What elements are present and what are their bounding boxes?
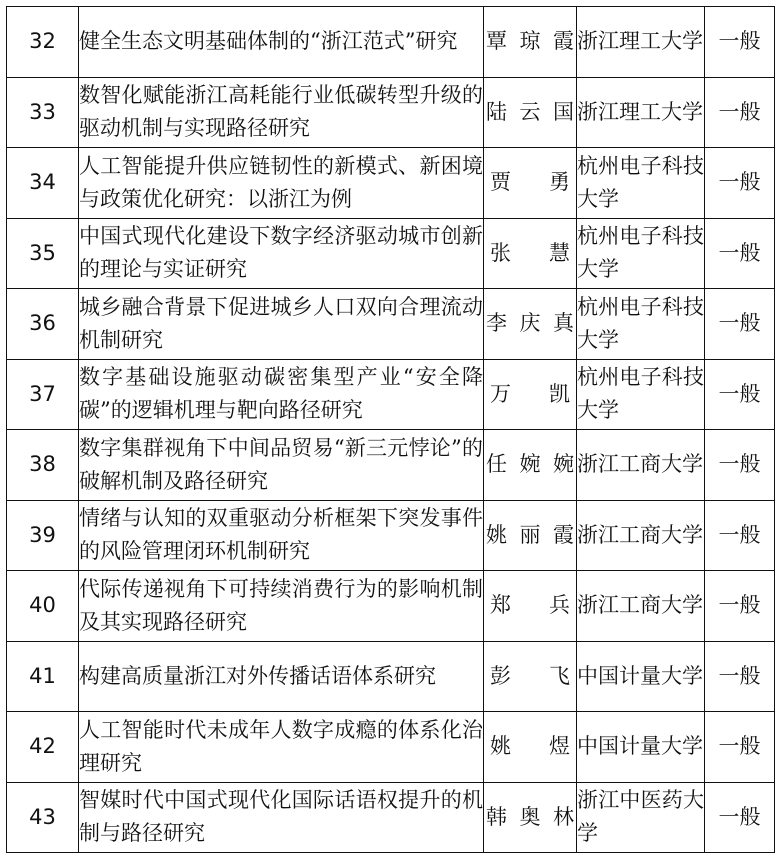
row-number: 43	[7, 782, 79, 853]
project-leader: 覃琼霞	[484, 7, 577, 78]
project-leader: 万凯	[484, 359, 577, 430]
row-number: 34	[7, 148, 79, 219]
row-number: 41	[7, 641, 79, 712]
row-number: 36	[7, 289, 79, 360]
project-category: 一般	[705, 7, 775, 78]
row-number: 39	[7, 500, 79, 571]
row-number: 35	[7, 218, 79, 289]
project-category: 一般	[705, 359, 775, 430]
project-title: 健全生态文明基础体制的“浙江范式”研究	[79, 7, 484, 78]
project-category: 一般	[705, 571, 775, 642]
affiliation: 中国计量大学	[577, 712, 705, 783]
row-number: 40	[7, 571, 79, 642]
table-row	[7, 641, 775, 712]
project-title: 智媒时代中国式现代化国际话语权提升的机制与路径研究	[79, 782, 484, 853]
project-category: 一般	[705, 289, 775, 360]
project-title: 情绪与认知的双重驱动分析框架下突发事件的风险管理闭环机制研究	[79, 500, 484, 571]
project-category: 一般	[705, 430, 775, 501]
affiliation: 浙江工商大学	[577, 430, 705, 501]
affiliation: 杭州电子科技大学	[577, 289, 705, 360]
project-leader: 任婉婉	[484, 430, 577, 501]
project-category: 一般	[705, 500, 775, 571]
project-leader: 张慧	[484, 218, 577, 289]
affiliation: 杭州电子科技大学	[577, 148, 705, 219]
table-row	[7, 148, 775, 219]
project-leader: 陆云国	[484, 77, 577, 148]
projects-table-body	[7, 7, 775, 853]
affiliation: 浙江中医药大学	[577, 782, 705, 853]
project-title: 构建高质量浙江对外传播话语体系研究	[79, 641, 484, 712]
project-title: 数字基础设施驱动碳密集型产业“安全降碳”的逻辑机理与靶向路径研究	[79, 359, 484, 430]
project-leader: 郑兵	[484, 571, 577, 642]
affiliation: 中国计量大学	[577, 641, 705, 712]
project-leader: 彭飞	[484, 641, 577, 712]
row-number: 37	[7, 359, 79, 430]
table-row	[7, 359, 775, 430]
table-row	[7, 712, 775, 783]
affiliation: 浙江理工大学	[577, 77, 705, 148]
project-leader: 贾勇	[484, 148, 577, 219]
project-title: 人工智能时代未成年人数字成瘾的体系化治理研究	[79, 712, 484, 783]
project-category: 一般	[705, 782, 775, 853]
affiliation: 浙江理工大学	[577, 7, 705, 78]
row-number: 42	[7, 712, 79, 783]
project-title: 中国式现代化建设下数字经济驱动城市创新的理论与实证研究	[79, 218, 484, 289]
affiliation: 杭州电子科技大学	[577, 218, 705, 289]
table-row	[7, 218, 775, 289]
table-row	[7, 77, 775, 148]
project-category: 一般	[705, 148, 775, 219]
row-number: 33	[7, 77, 79, 148]
table-row	[7, 289, 775, 360]
project-title: 代际传递视角下可持续消费行为的影响机制及其实现路径研究	[79, 571, 484, 642]
project-leader: 姚丽霞	[484, 500, 577, 571]
project-title: 城乡融合背景下促进城乡人口双向合理流动机制研究	[79, 289, 484, 360]
table-row	[7, 500, 775, 571]
table-row	[7, 782, 775, 853]
affiliation: 杭州电子科技大学	[577, 359, 705, 430]
project-leader: 姚煜	[484, 712, 577, 783]
project-title: 数智化赋能浙江高耗能行业低碳转型升级的驱动机制与实现路径研究	[79, 77, 484, 148]
table-row	[7, 571, 775, 642]
project-category: 一般	[705, 218, 775, 289]
row-number: 38	[7, 430, 79, 501]
project-category: 一般	[705, 641, 775, 712]
projects-table	[6, 6, 775, 853]
project-leader: 韩奥林	[484, 782, 577, 853]
row-number: 32	[7, 7, 79, 78]
table-row	[7, 430, 775, 501]
project-leader: 李庆真	[484, 289, 577, 360]
project-category: 一般	[705, 77, 775, 148]
project-title: 人工智能提升供应链韧性的新模式、新困境与政策优化研究：以浙江为例	[79, 148, 484, 219]
project-category: 一般	[705, 712, 775, 783]
project-title: 数字集群视角下中间品贸易“新三元悖论”的破解机制及路径研究	[79, 430, 484, 501]
affiliation: 浙江工商大学	[577, 571, 705, 642]
table-row	[7, 7, 775, 78]
affiliation: 浙江工商大学	[577, 500, 705, 571]
